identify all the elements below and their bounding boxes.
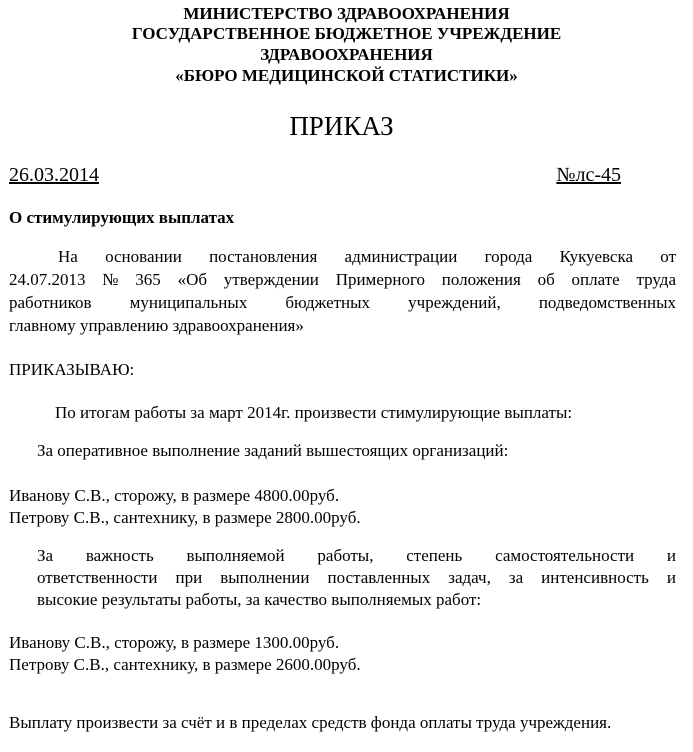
basis-line-4: главному управлению здравоохранения» <box>9 316 304 335</box>
section2-heading-line-3: высокие результаты работы, за качество выполняемых работ: <box>37 590 482 609</box>
basis-line-1: На основании постановления администрации города Кукуевска от <box>58 247 676 266</box>
header-ministry: МИНИСТЕРСТВО ЗДРАВООХРАНЕНИЯ <box>183 4 510 23</box>
header-institution-name: «БЮРО МЕДИЦИНСКОЙ СТАТИСТИКИ» <box>175 66 518 85</box>
basis-line-3: работников муниципальных бюджетных учреждений, подведомственных <box>9 293 676 312</box>
document-date: 26.03.2014 <box>9 164 99 186</box>
section2-item: Петрову С.В., сантехнику, в размере 2600.00руб. <box>9 655 361 674</box>
document-title: ПРИКАЗ <box>289 111 394 141</box>
order-word: ПРИКАЗЫВАЮ: <box>9 360 135 379</box>
basis-line-2: 24.07.2013 № 365 «Об утверждении Примерного положения об оплате труда <box>9 270 676 289</box>
footer-text: Выплату произвести за счёт и в пределах средств фонда оплаты труда учреждения. <box>9 713 612 732</box>
section1-heading: За оперативное выполнение заданий вышестоящих организаций: <box>37 441 509 460</box>
section2-heading-line-1: За важность выполняемой работы, степень самостоятельности и <box>37 546 676 565</box>
section1-item: Иванову С.В., сторожу, в размере 4800.00руб. <box>9 486 340 505</box>
section1-item: Петрову С.В., сантехнику, в размере 2800.00руб. <box>9 508 361 527</box>
header-institution-sector: ЗДРАВООХРАНЕНИЯ <box>260 45 433 64</box>
intro-text: По итогам работы за март 2014г. произвести стимулирующие выплаты: <box>55 403 573 422</box>
section2-item: Иванову С.В., сторожу, в размере 1300.00руб. <box>9 633 340 652</box>
header-institution-type: ГОСУДАРСТВЕННОЕ БЮДЖЕТНОЕ УЧРЕЖДЕНИЕ <box>131 24 562 43</box>
document-subject: О стимулирующих выплатах <box>9 208 235 227</box>
document-number: №лс-45 <box>556 164 621 186</box>
section2-heading-line-2: ответственности при выполнении поставленных задач, за интенсивность и <box>37 568 676 587</box>
